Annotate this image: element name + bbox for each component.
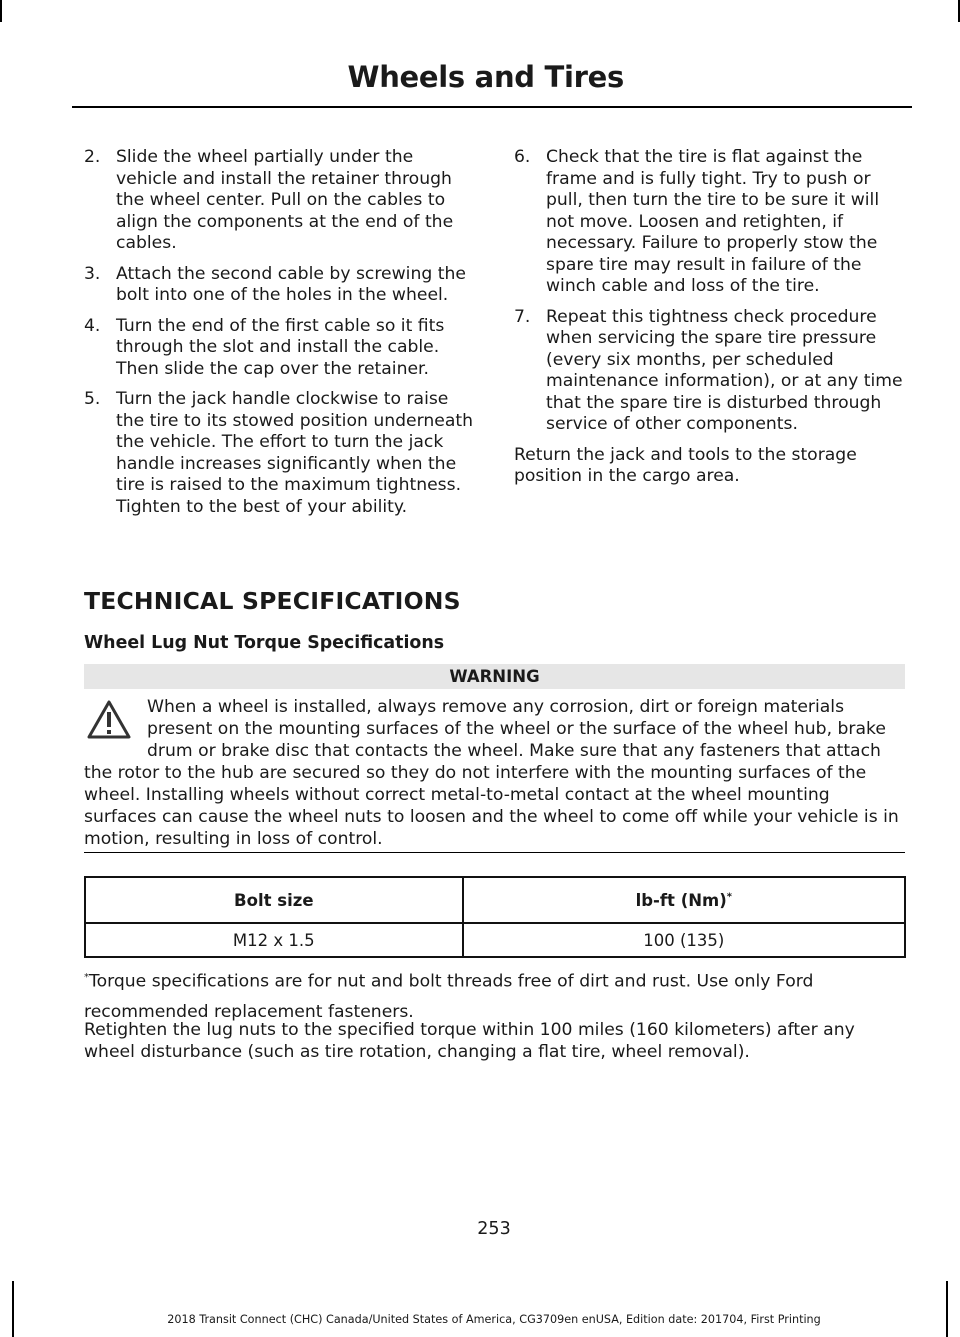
table-cell: 100 (135): [463, 923, 905, 957]
step-number: 3.: [84, 263, 101, 284]
table-row: [85, 923, 905, 957]
icon-spacer: [84, 696, 147, 758]
footnote-marker: *: [84, 972, 89, 983]
list-item: [514, 307, 909, 436]
right-column: [514, 147, 909, 488]
step-number: 5.: [84, 389, 101, 409]
list-item: [84, 264, 479, 307]
sub-heading: Wheel Lug Nut Torque Specifications: [84, 633, 445, 653]
step-number: 7.: [514, 306, 531, 327]
footnote: [84, 963, 906, 1027]
list-item: [84, 147, 479, 255]
step-number: 4.: [84, 315, 101, 336]
step-text: Repeat this tightness check procedure when servicing the spare tire pressure (every six months, per scheduled maintenance information), or at any time that the spare tire is disturbed through service of other components.: [546, 306, 903, 434]
list-item: [84, 316, 479, 381]
warning-text: When a wheel is installed, always remove any corrosion, dirt or foreign materials present on the mounting surfaces of the wheel or the surface of the wheel hub, brake drum or brake disc that contacts the wheel. Make sure that any fasteners that attach the rotor to the hub are secured so they do not interfere with the mounting surfaces of the wheel. Installing wheels without correct metal-to-metal contact at the wheel mounting surfaces can cause the wheel nuts to loosen and the wheel to come off while your vehicle is in motion, resulting in loss of control.: [84, 697, 899, 849]
step-number: 2.: [84, 147, 101, 167]
crop-mark: [946, 1281, 948, 1337]
paragraph-retighten: Retighten the lug nuts to the specified torque within 100 miles (160 kilometers) after any wheel disturbance (such as tire rotation, changing a flat tire, wheel removal).: [84, 1020, 855, 1062]
column-header: Bolt size: [85, 877, 463, 923]
section-heading: TECHNICAL SPECIFICATIONS: [84, 587, 461, 615]
page-header-title: Wheels and Tires: [347, 60, 624, 94]
warning-rule: [84, 852, 905, 853]
table-header-row: [85, 877, 905, 923]
table-cell: M12 x 1.5: [85, 923, 463, 957]
torque-spec-table: [84, 876, 906, 958]
step-text: Slide the wheel partially under the vehicle and install the retainer through the wheel center. Pull on the cables to align the components at the end of the cables.: [116, 147, 454, 253]
crop-mark: [0, 0, 2, 22]
list-item: [514, 147, 909, 298]
footnote-marker: *: [726, 891, 733, 902]
footer-text: 2018 Transit Connect (CHC) Canada/United States of America, CG3709en enUSA, Edition date: 201704, First Printing: [167, 1313, 821, 1326]
list-item: [84, 389, 479, 518]
paragraph-return-jack: Return the jack and tools to the storage position in the cargo area.: [514, 444, 857, 486]
left-column: [84, 147, 479, 527]
step-text: Turn the end of the first cable so it fits through the slot and install the cable. Then slide the cap over the retainer.: [116, 315, 445, 379]
step-text: Attach the second cable by screwing the bolt into one of the holes in the wheel.: [116, 263, 466, 305]
warning-label: WARNING: [84, 664, 905, 689]
column-header: lb-ft (Nm)*: [463, 877, 905, 923]
crop-mark: [12, 1281, 14, 1337]
step-text: Check that the tire is flat against the frame and is fully tight. Try to push or pull, then turn the tire to be sure it will not move. Loosen and retighten, if necessary. Failure to properly stow the spare tire may result in failure of the winch cable and loss of the tire.: [546, 147, 880, 296]
footnote-text: Torque specifications are for nut and bolt threads free of dirt and rust. Use only Ford recommended replacement fasteners.: [84, 971, 814, 1022]
step-number: 6.: [514, 147, 531, 167]
warning-text-block: [84, 696, 906, 850]
page-number: 253: [477, 1219, 511, 1239]
step-text: Turn the jack handle clockwise to raise the tire to its stowed position underneath the vehicle. The effort to turn the jack handle increases significantly when the tire is raised to the maximum tightness. Tighten to the best of your ability.: [116, 389, 473, 517]
header-rule: [72, 106, 912, 108]
